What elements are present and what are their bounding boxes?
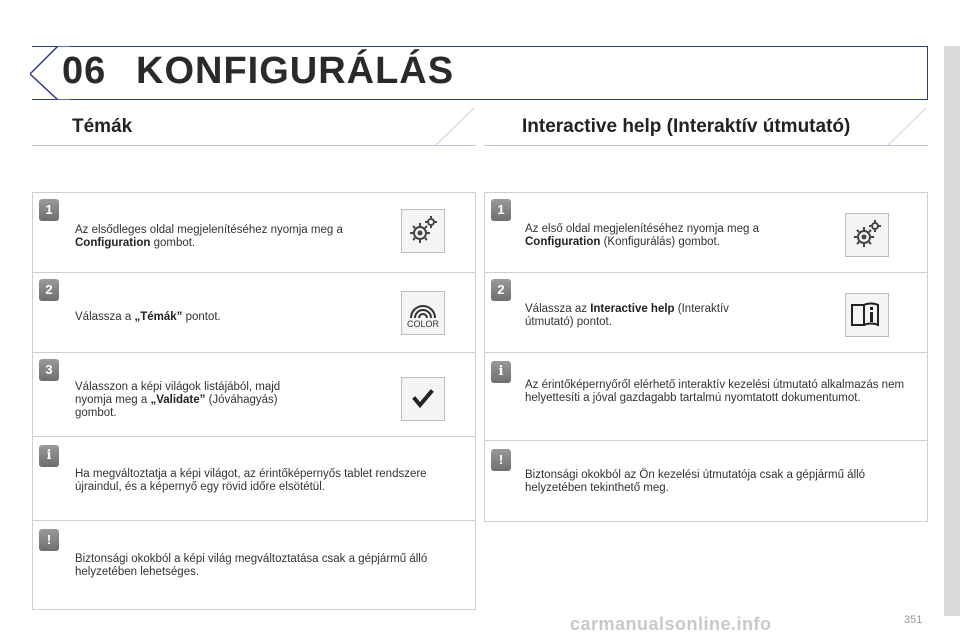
side-tab-bar	[944, 46, 960, 616]
step-text: Válasszon a képi világok listájából, majd nyomja meg a „Validate” (Jóváhagyás) gombot.	[75, 381, 281, 419]
interactive-help-panel	[484, 192, 928, 522]
settings-gear-icon	[401, 209, 445, 253]
checkmark-icon	[401, 377, 445, 421]
warning-text: Biztonsági okokból az Ön kezelési útmutatója csak a gépjármű álló helyzetében tekinthető meg.	[525, 469, 866, 494]
warning-icon: !	[39, 529, 59, 551]
watermark: carmanualsonline.info	[570, 614, 772, 634]
heading-slash-decoration	[868, 106, 928, 146]
warning-row	[33, 521, 475, 611]
step-badge: 2	[491, 279, 511, 301]
warning-row	[485, 441, 927, 523]
section-title: Témák	[72, 116, 133, 137]
step-badge: 3	[39, 359, 59, 381]
step-text: Az első oldal megjelenítéséhez nyomja meg a Configuration (Konfigurálás) gombot.	[525, 223, 759, 248]
step-row	[33, 353, 475, 437]
section-heading-themes	[32, 106, 476, 146]
warning-text: Biztonsági okokból a képi világ megváltoztatása csak a gépjármű álló helyzetében lehetséges.	[75, 553, 428, 578]
step-badge: 2	[39, 279, 59, 301]
step-badge: 1	[39, 199, 59, 221]
info-text: Ha megváltoztatja a képi világot, az érintőképernyős tablet rendszere újraindul, és a képernyő egy rövid időre elsötétül.	[75, 468, 427, 493]
step-row	[33, 273, 475, 353]
info-row	[485, 353, 927, 441]
section-title: Interactive help (Interaktív útmutató)	[522, 116, 851, 137]
info-book-icon	[845, 293, 889, 337]
settings-gear-icon	[845, 213, 889, 257]
step-text: Válassza a „Témák” pontot.	[75, 311, 221, 323]
color-icon-label: COLOR	[406, 319, 439, 329]
heading-slash-decoration	[416, 106, 476, 146]
info-row	[33, 437, 475, 521]
chapter-title: KONFIGURÁLÁS	[136, 50, 455, 92]
step-row	[485, 273, 927, 353]
section-heading-interactive-help	[484, 106, 928, 146]
step-text: Válassza az Interactive help (Interaktív útmutató) pontot.	[525, 303, 729, 328]
info-icon: i	[491, 361, 511, 383]
info-text: Az érintőképernyőről elérhető interaktív kezelési útmutató alkalmazás nem helyettesíti a jóval gazdagabb tartalmú nyomtatott dokumentumot.	[525, 379, 905, 404]
page-number: 351	[904, 614, 923, 626]
info-icon: i	[39, 445, 59, 467]
chapter-number: 06	[62, 50, 107, 92]
step-row	[485, 193, 927, 273]
warning-icon: !	[491, 449, 511, 471]
step-badge: 1	[491, 199, 511, 221]
step-text: Az elsődleges oldal megjelenítéséhez nyomja meg a Configuration gombot.	[75, 224, 343, 249]
themes-panel	[32, 192, 476, 610]
color-theme-icon	[401, 291, 445, 335]
step-row	[33, 193, 475, 273]
